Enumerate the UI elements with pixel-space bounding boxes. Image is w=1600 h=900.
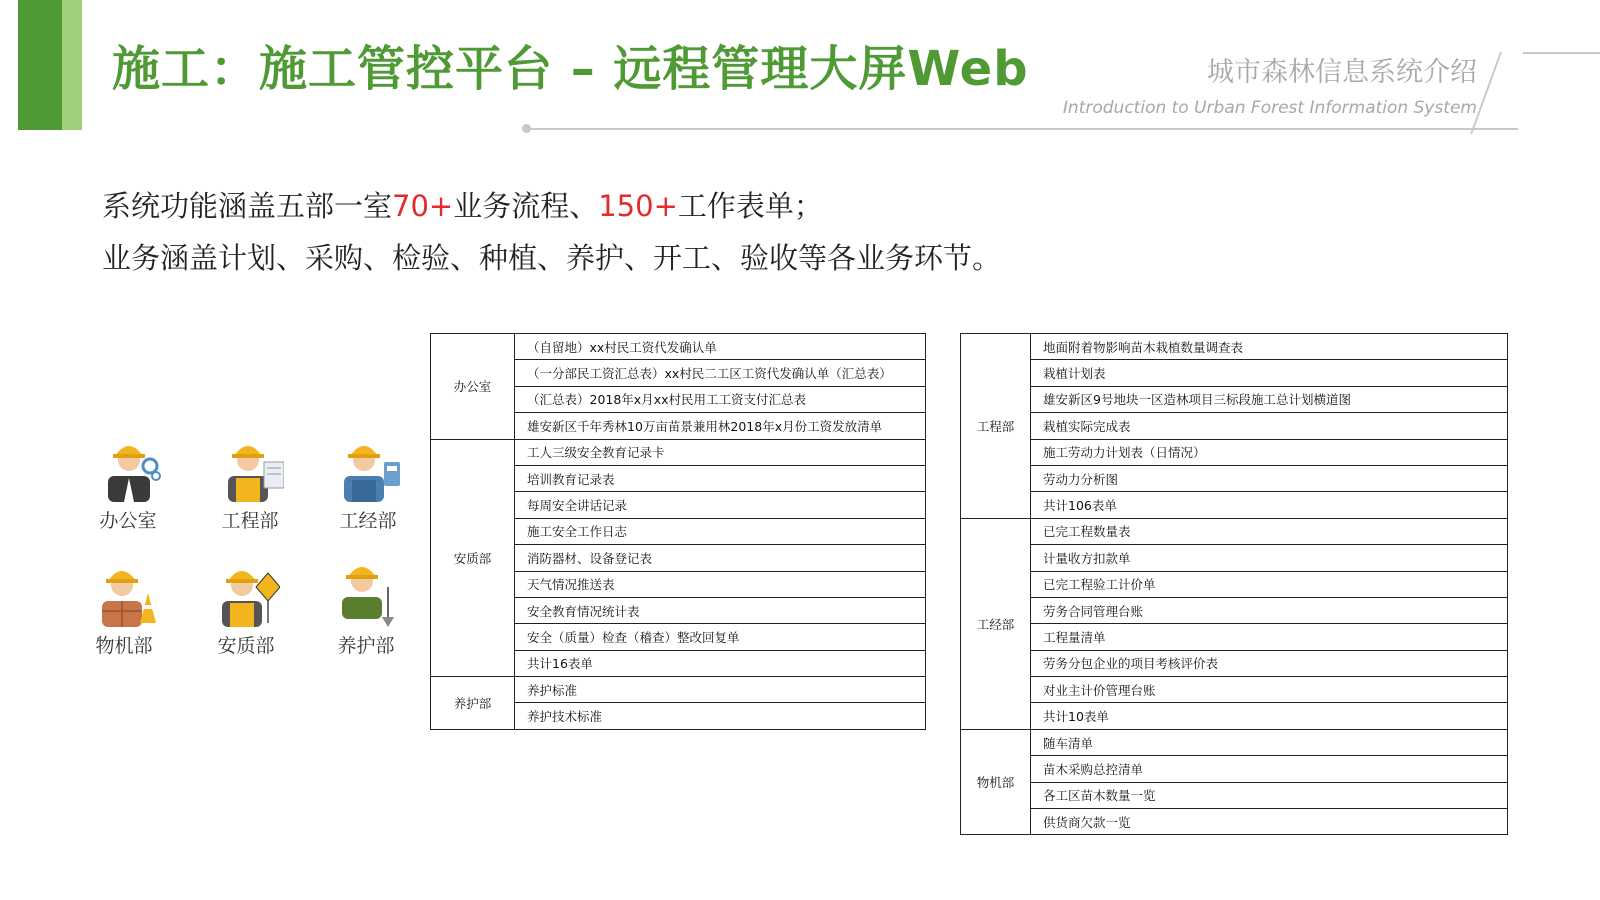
role-maintenance: [316, 557, 416, 667]
form-name-cell: 施工安全工作日志: [515, 518, 926, 544]
table-row: [961, 413, 1508, 439]
role-label: 养护部: [337, 635, 395, 657]
forms-table-right: [960, 333, 1508, 835]
department-cell: 养护部: [431, 677, 515, 730]
form-name-cell: 劳务分包企业的项目考核评价表: [1031, 650, 1508, 676]
table-row: [961, 650, 1508, 676]
form-name-cell: （自留地）xx村民工资代发确认单: [515, 334, 926, 360]
form-name-cell: 安全教育情况统计表: [515, 597, 926, 623]
table-row: [961, 624, 1508, 650]
table-row: [961, 809, 1508, 835]
table-row: [961, 782, 1508, 808]
table-row: [961, 518, 1508, 544]
subtitle-chinese: 城市森林信息系统介绍: [1207, 57, 1477, 88]
header-accent-bar-light: [62, 0, 82, 130]
form-name-cell: 养护标准: [515, 677, 926, 703]
maintenance-worker-icon: [334, 557, 400, 627]
forms-table-left: [430, 333, 926, 730]
form-name-cell: 地面附着物影响苗木栽植数量调查表: [1031, 334, 1508, 360]
header-accent-bar-dark: [18, 0, 62, 130]
role-label: 物机部: [95, 635, 153, 657]
department-cell: 工程部: [961, 334, 1031, 519]
form-name-cell: 苗木采购总控清单: [1031, 756, 1508, 782]
form-name-cell: 劳动力分析图: [1031, 465, 1508, 491]
form-name-cell: 共计10表单: [1031, 703, 1508, 729]
table-row: [961, 334, 1508, 360]
table-row: [961, 386, 1508, 412]
form-name-cell: （一分部民工资汇总表）xx村民二工区工资代发确认单（汇总表）: [515, 360, 926, 386]
department-cell: 办公室: [431, 334, 515, 440]
form-name-cell: 共计106表单: [1031, 492, 1508, 518]
office-worker-icon: [96, 432, 162, 502]
table-row: [961, 756, 1508, 782]
form-name-cell: 安全（质量）检查（稽查）整改回复单: [515, 624, 926, 650]
role-safety: [196, 557, 296, 667]
role-materials: [74, 557, 174, 667]
intro-line-1: 系统功能涵盖五部一室70+业务流程、150+工作表单；: [102, 189, 823, 223]
subtitle-english: Introduction to Urban Forest Information System: [1062, 98, 1477, 118]
form-name-cell: 计量收方扣款单: [1031, 545, 1508, 571]
materials-worker-icon: [92, 557, 158, 627]
form-name-cell: 雄安新区9号地块一区造林项目三标段施工总计划横道图: [1031, 386, 1508, 412]
form-name-cell: （汇总表）2018年x月xx村民用工工资支付汇总表: [515, 386, 926, 412]
header-divider: [528, 128, 1518, 130]
table-row: [431, 677, 926, 703]
table-row: [961, 360, 1508, 386]
form-name-cell: 栽植实际完成表: [1031, 413, 1508, 439]
form-name-cell: 共计16表单: [515, 650, 926, 676]
table-row: [961, 439, 1508, 465]
department-cell: 物机部: [961, 729, 1031, 835]
intro-text: [102, 180, 1001, 284]
table-row: [961, 729, 1508, 755]
form-name-cell: 已完工程验工计价单: [1031, 571, 1508, 597]
role-label: 安质部: [217, 635, 275, 657]
department-cell: 安质部: [431, 439, 515, 677]
table-row: [961, 571, 1508, 597]
form-name-cell: 随车清单: [1031, 729, 1508, 755]
table-row: [961, 465, 1508, 491]
page-title: 施工：施工管控平台 – 远程管理大屏Web: [112, 41, 1029, 97]
role-engineering: [200, 432, 300, 542]
form-name-cell: 雄安新区千年秀林10万亩苗景兼用林2018年x月份工资发放清单: [515, 413, 926, 439]
role-office: [78, 432, 178, 542]
form-name-cell: 养护技术标准: [515, 703, 926, 729]
form-name-cell: 劳务合同管理台账: [1031, 597, 1508, 623]
table-row: [961, 597, 1508, 623]
role-economics: [318, 432, 418, 542]
department-cell: 工经部: [961, 518, 1031, 729]
role-label: 工经部: [339, 510, 397, 532]
form-name-cell: 每周安全讲话记录: [515, 492, 926, 518]
table-row: [431, 334, 926, 360]
form-name-cell: 施工劳动力计划表（日情况）: [1031, 439, 1508, 465]
intro-line-2: 业务涵盖计划、采购、检验、种植、养护、开工、验收等各业务环节。: [102, 241, 1002, 275]
department-roles: [78, 432, 423, 672]
form-name-cell: 各工区苗木数量一览: [1031, 782, 1508, 808]
form-name-cell: 消防器材、设备登记表: [515, 545, 926, 571]
role-label: 工程部: [221, 510, 279, 532]
economist-icon: [336, 432, 402, 502]
table-row: [961, 703, 1508, 729]
form-name-cell: 工人三级安全教育记录卡: [515, 439, 926, 465]
engineer-icon: [218, 432, 284, 502]
form-name-cell: 对业主计价管理台账: [1031, 677, 1508, 703]
form-name-cell: 栽植计划表: [1031, 360, 1508, 386]
form-name-cell: 供货商欠款一览: [1031, 809, 1508, 835]
form-name-cell: 工程量清单: [1031, 624, 1508, 650]
form-name-cell: 已完工程数量表: [1031, 518, 1508, 544]
form-name-cell: 培训教育记录表: [515, 465, 926, 491]
table-row: [961, 677, 1508, 703]
form-name-cell: 天气情况推送表: [515, 571, 926, 597]
table-row: [431, 439, 926, 465]
table-row: [961, 492, 1508, 518]
table-row: [961, 545, 1508, 571]
safety-worker-icon: [214, 557, 280, 627]
process-count: 70+: [392, 189, 454, 223]
header-divider-top: [1523, 52, 1600, 54]
form-count: 150+: [598, 189, 678, 223]
role-label: 办公室: [99, 510, 157, 532]
